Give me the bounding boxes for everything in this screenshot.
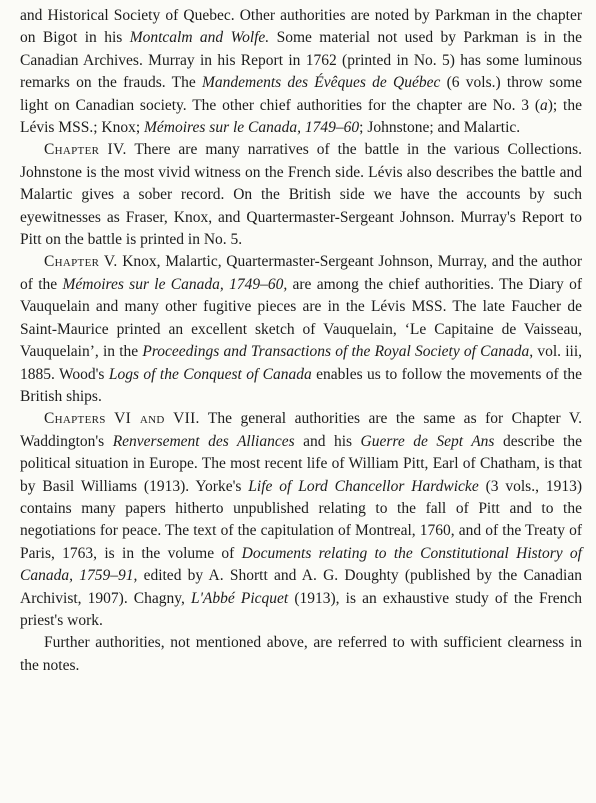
- italic-title: Logs of the Conquest of Canada: [108, 365, 312, 383]
- chapter-heading: Chapter V.: [44, 253, 118, 271]
- italic-title: Proceedings and Transactions of the Royal Society of Canada,: [142, 343, 534, 361]
- text-run: vol. iii, 1885. Wood's: [20, 343, 582, 383]
- text-run: ; Johnstone; and Malartic.: [359, 119, 521, 137]
- italic-title: Mandements des Évêques de Québec: [201, 74, 441, 92]
- text-run: enables us to follow the movements of the British ships.: [20, 365, 583, 405]
- text-run: and Historical Society of Quebec. Other authorities are noted by Parkman in the chapter on Bigot in his: [20, 7, 582, 47]
- italic-title: Mémoires sur le Canada, 1749–60: [144, 119, 360, 137]
- bibliography-section: [20, 5, 582, 677]
- text-run: The general authorities are the same as for Chapter V. Waddington's: [20, 410, 582, 450]
- text-run: describe the political situation in Europe. The most recent life of William Pitt, Earl of Chatham, is that by Basil Williams (1913). Yorke's: [20, 432, 582, 495]
- text-run: Knox, Malartic, Quartermaster-Sergeant Johnson, Murray, and the author of the: [20, 253, 582, 293]
- text-run: are among the chief authorities. The Diary of Vauquelain and many other fugitive pieces are in the Lévis MSS. The late Faucher de Saint-Maurice printed an excellent sketch of Vauquelain, ‘Le Capitaine de Vaisseau, Vauquelain’, in the: [20, 275, 582, 361]
- italic-title: Life of Lord Chancellor Hardwicke: [248, 477, 479, 495]
- text-run: (3 vols., 1913) contains many papers hitherto unpublished relating to the fall of Pitt and to the negotiations for peace. The text of the capitulation of Montreal, 1760, and of the Treaty of Paris, 1763, is in the volume of: [20, 477, 582, 562]
- chapter-heading: Chapter IV.: [44, 141, 127, 159]
- paragraph-further: [20, 632, 582, 677]
- italic-title: Renversement des Alliances: [112, 432, 295, 450]
- italic-title: Montcalm and Wolfe.: [129, 29, 270, 47]
- italic-title: Mémoires sur le Canada, 1749–60,: [62, 275, 288, 293]
- italic-title: Documents relating to the Constitutional History of Canada, 1759–91,: [20, 544, 582, 585]
- text-run: and his: [294, 432, 361, 450]
- text-run: edited by A. Shortt and A. G. Doughty (published by the Canadian Archivist, 1907). Chagny,: [20, 567, 582, 607]
- text-run: There are many narratives of the battle in the various Collections. Johnstone is the most vivid witness on the French side. Lévis also describes the battle and Malartic gives a sober record. On the British side we have the accounts by such eyewitnesses as Fraser, Knox, and Quartermaster-Sergeant Johnson. Murray's Report to Pitt on the battle is printed in No. 5.: [20, 141, 582, 249]
- text-run: Some material not used by Parkman is in the Canadian Archives. Murray in his Report in 1762 (printed in No. 5) has some luminous remarks on the frauds. The: [20, 29, 582, 92]
- paragraph-chapter-iv: [20, 139, 582, 251]
- text-run: Further authorities, not mentioned above, are referred to with sufficient clearness in the notes.: [20, 634, 582, 674]
- italic-title: L'Abbé Picquet: [191, 589, 289, 607]
- paragraph-chapters-vi-vii: [20, 408, 582, 632]
- chapter-heading: Chapters VI and VII.: [44, 410, 200, 428]
- text-run: ); the Lévis MSS.; Knox;: [20, 96, 582, 137]
- paragraph-intro: [20, 5, 582, 139]
- text-run: (6 vols.) throw some light on Canadian society. The other chief authorities for the chapter are No. 3 (: [20, 74, 582, 114]
- text-run: (1913), is an exhaustive study of the French priest's work.: [20, 589, 582, 629]
- paragraph-chapter-v: [20, 251, 582, 408]
- italic-title: Guerre de Sept Ans: [360, 432, 495, 450]
- italic-title: a: [540, 96, 548, 114]
